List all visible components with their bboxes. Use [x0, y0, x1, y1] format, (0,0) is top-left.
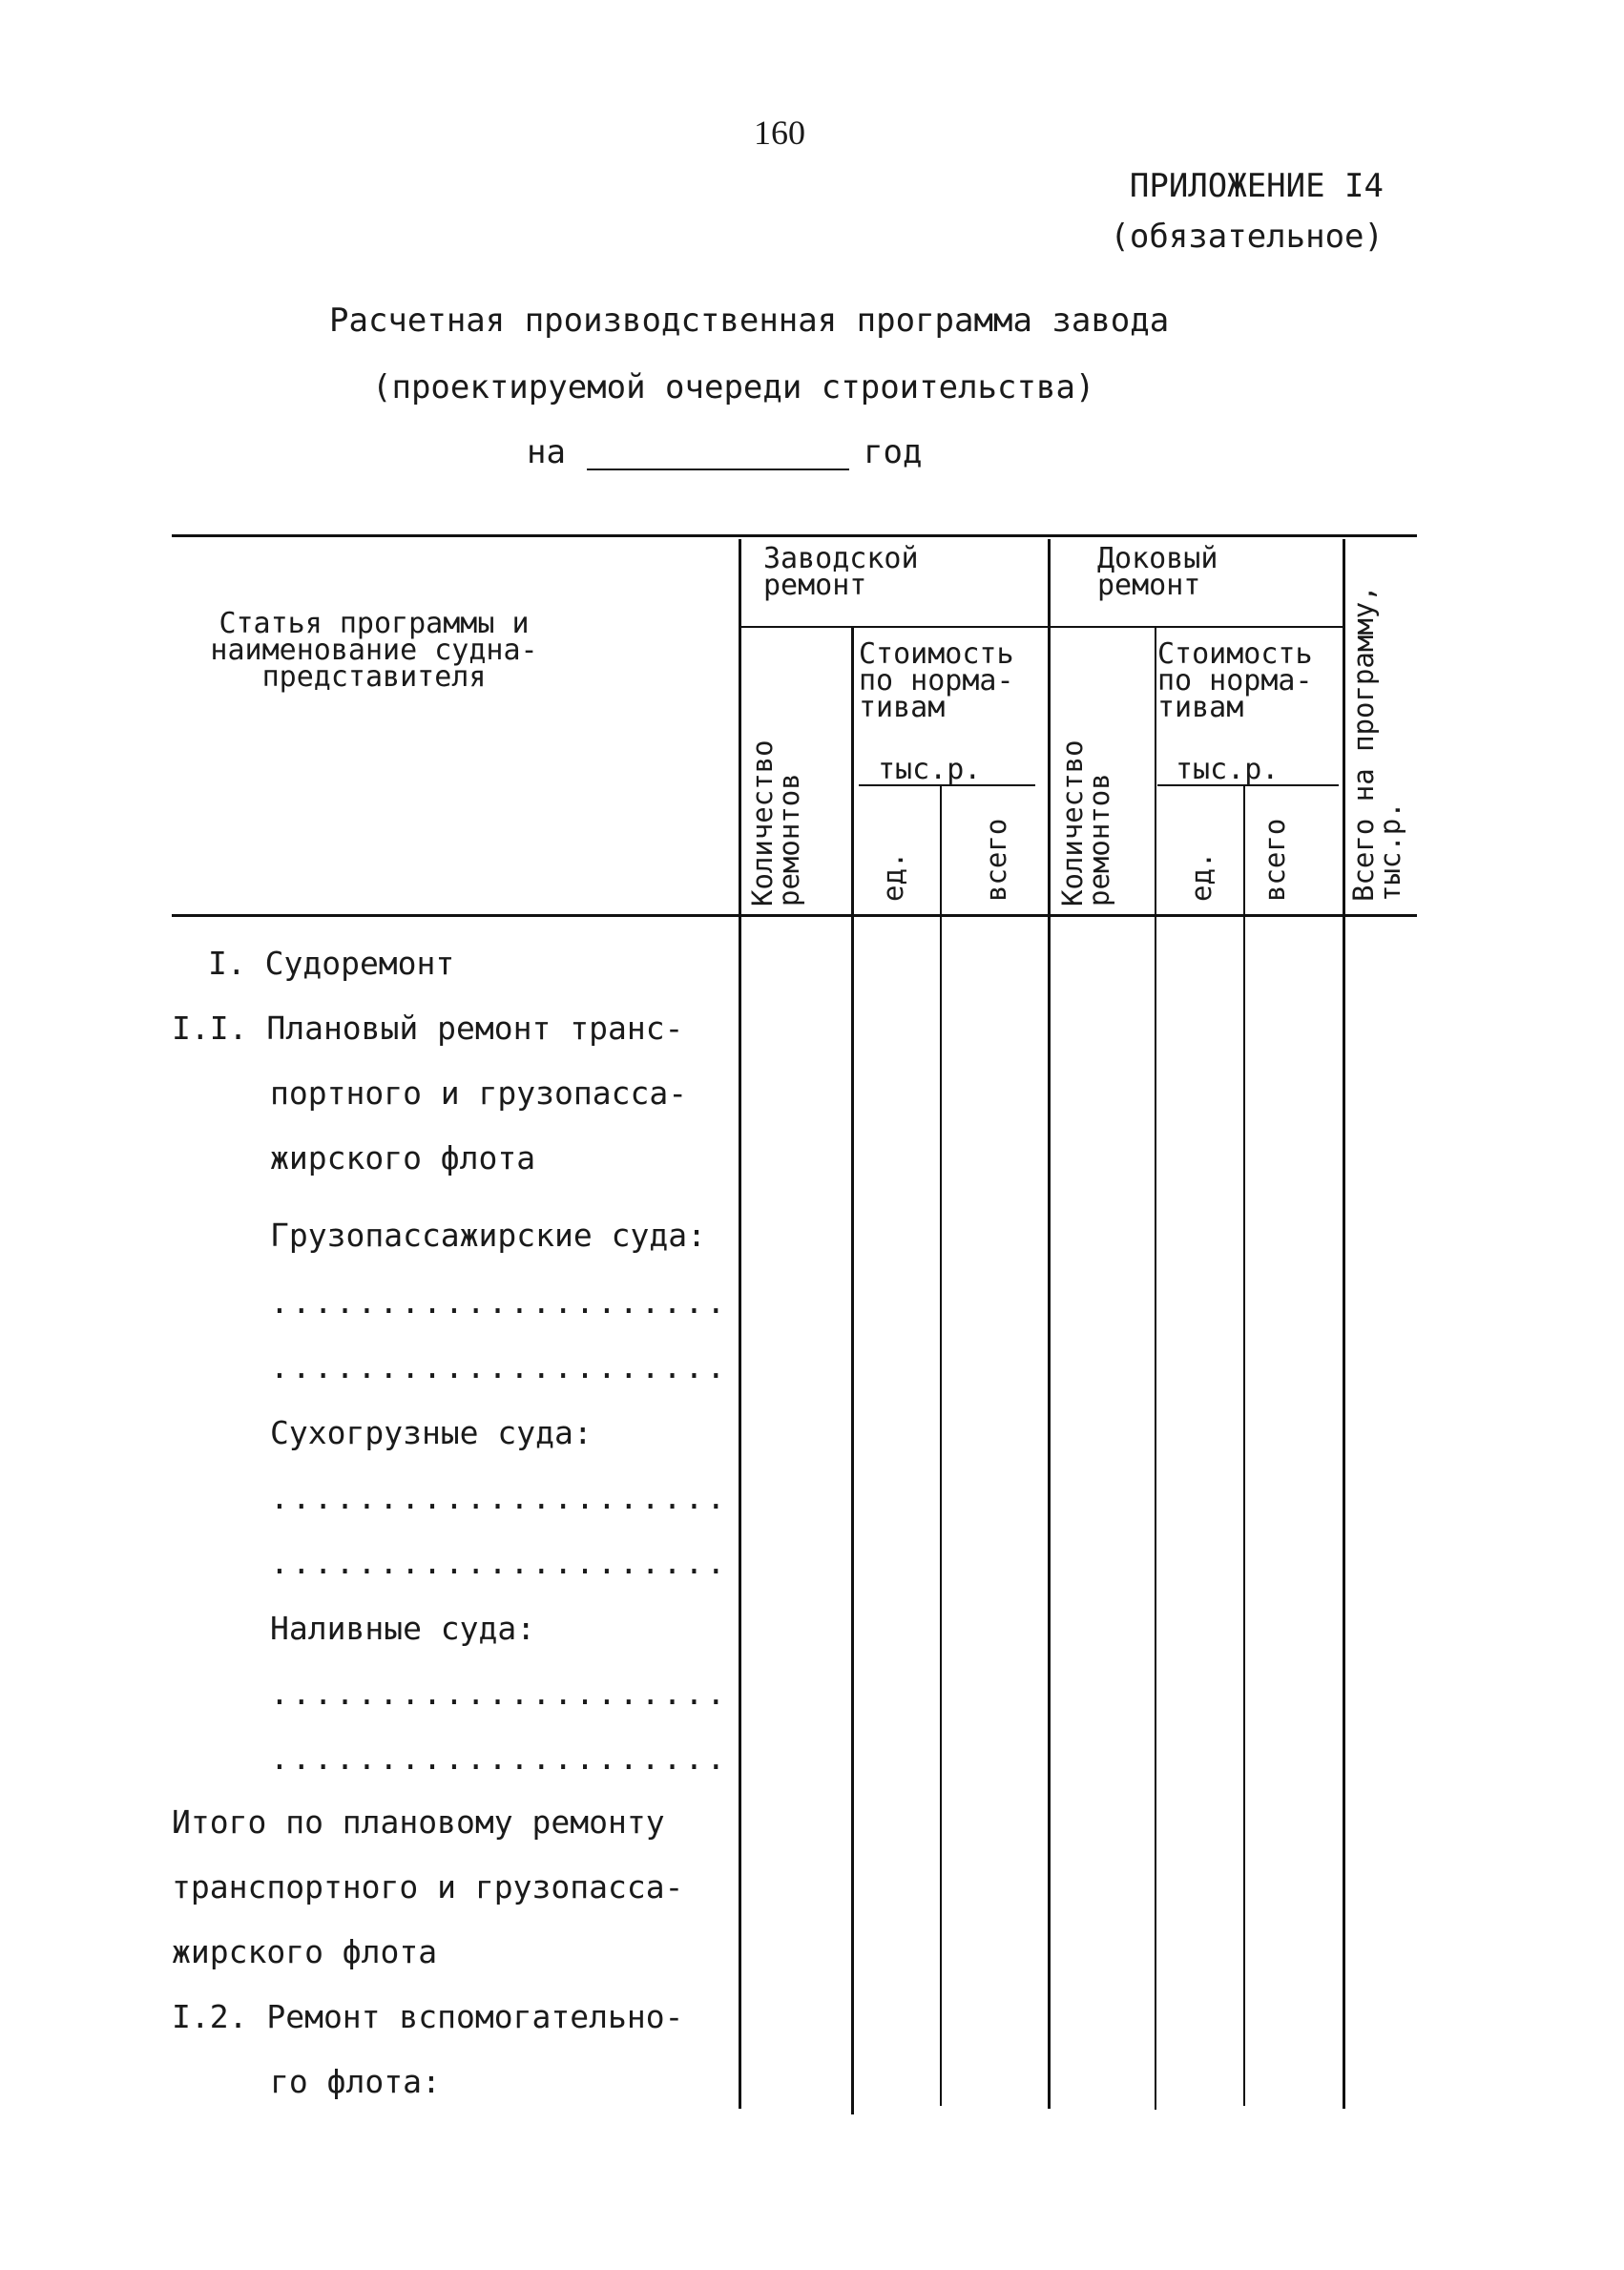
dock-repair-header: Доковый ремонт: [1097, 542, 1218, 602]
col-divider-4: [1048, 539, 1051, 2109]
table-row: I.2. Ремонт вспомогательно-: [172, 1998, 684, 2035]
table-row: I.I. Плановый ремонт транс-: [172, 1010, 684, 1047]
header-group-divider: [739, 626, 1345, 628]
table-top-border: [172, 534, 1417, 537]
factory-repair-header: Заводской ремонт: [763, 542, 919, 602]
table-row: транспортного и грузопасса-: [172, 1868, 684, 1906]
dock-total-header: всего: [1259, 818, 1291, 902]
table-row: Итого по плановому ремонту: [172, 1803, 665, 1841]
table-row: .....................: [270, 1739, 729, 1777]
table-row: Грузопассажирские суда:: [270, 1217, 706, 1254]
item-column-header: Статья программы и наименование судна- представителя: [210, 607, 538, 694]
table-row: го флота:: [270, 2063, 441, 2100]
table-row: .....................: [270, 1348, 729, 1385]
table-row: .....................: [270, 1675, 729, 1712]
factory-cost-header: Стоимость по норма- тивам: [859, 637, 1014, 724]
table-row: Наливные суда:: [270, 1610, 536, 1647]
dock-per-unit-header: ед.: [1185, 851, 1218, 902]
program-total-header: Всего на программу, тыс.р.: [1347, 585, 1406, 902]
appendix-label: ПРИЛОЖЕНИЕ I4: [1129, 167, 1384, 205]
dock-cost-header: Стоимость по норма- тивам: [1157, 637, 1313, 724]
col-divider-1: [739, 539, 741, 2109]
table-row: .....................: [270, 1479, 729, 1516]
table-row: Сухогрузные суда:: [270, 1414, 593, 1451]
col-divider-6: [1243, 784, 1245, 2106]
factory-unit-header: тыс.р.: [878, 753, 982, 786]
page-number: 160: [754, 114, 805, 152]
table-row: жирского флота: [172, 1933, 438, 1970]
col-divider-5: [1155, 626, 1156, 2110]
year-blank-line: [587, 469, 849, 470]
table-row: жирского флота: [270, 1139, 536, 1177]
table-row: I. Судоремонт: [208, 945, 455, 982]
year-suffix: год: [864, 433, 923, 471]
factory-count-header: Количество ремонтов: [746, 739, 805, 906]
factory-per-unit-header: ед.: [877, 851, 909, 902]
col-divider-2: [851, 626, 854, 2114]
year-prefix: на: [527, 433, 566, 471]
table-row: .....................: [270, 1544, 729, 1581]
col-divider-3: [940, 784, 942, 2106]
document-title: Расчетная производственная программа завода: [329, 302, 1170, 340]
col-divider-7: [1343, 539, 1345, 2109]
table-header-bottom-border: [172, 914, 1417, 917]
factory-total-header: всего: [980, 818, 1012, 902]
dock-unit-header: тыс.р.: [1176, 753, 1280, 786]
dock-count-header: Количество ремонтов: [1056, 739, 1115, 906]
table-row: портного и грузопасса-: [270, 1074, 688, 1112]
appendix-note: (обязательное): [1110, 218, 1384, 256]
document-subtitle: (проектируемой очереди строительства): [372, 368, 1095, 406]
table-row: .....................: [270, 1283, 729, 1321]
